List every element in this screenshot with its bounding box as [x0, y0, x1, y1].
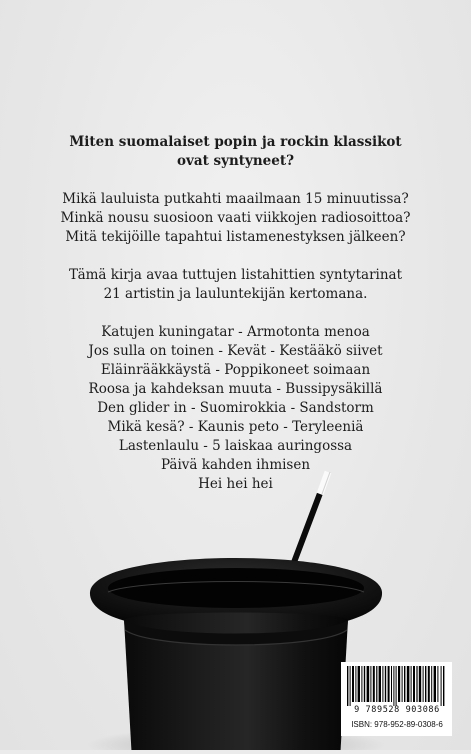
book-description: Tämä kirja avaa tuttujen listahittien syntytarinat 21 artistin ja lauluntekijän kertomana. — [68, 267, 403, 302]
song-list — [60, 323, 411, 494]
song-line: Katujen kuningatar - Armotonta menoa — [101, 324, 370, 340]
song-line: Päivä kahden ihmisen — [160, 457, 311, 473]
headline: Miten suomalaiset popin ja rockin klassikot ovat syntyneet? — [69, 134, 402, 169]
song-line: Eläinrääkkäystä - Poppikoneet soimaan — [100, 362, 371, 378]
isbn-number: ISBN: 978-952-89-0308-6 — [351, 720, 443, 729]
song-line: Jos sulla on toinen - Kevät - Kestääkö siivet — [88, 343, 383, 359]
song-line: Mikä kesä? - Kaunis peto - Teryleeniä — [107, 419, 364, 435]
song-line: Hei hei hei — [198, 476, 273, 492]
song-line: Roosa ja kahdeksan muuta - Bussipysäkillä — [88, 381, 383, 397]
blurb-text — [60, 133, 411, 494]
barcode-digits: 9 789528 903086 — [354, 705, 440, 715]
song-line: Den glider in - Suomirokkia - Sandstorm — [97, 400, 374, 416]
barcode-bars-icon — [347, 666, 446, 706]
intro-paragraph: Mikä lauluista putkahti maailmaan 15 minuutissa? Minkä nousu suosioon vaati viikkojen radiosoittoa? Mitä tekijöille tapahtui listamenestyksen jälkeen? — [60, 191, 411, 245]
song-line: Lastenlaulu - 5 laiskaa auringossa — [118, 438, 353, 454]
barcode — [341, 662, 452, 736]
